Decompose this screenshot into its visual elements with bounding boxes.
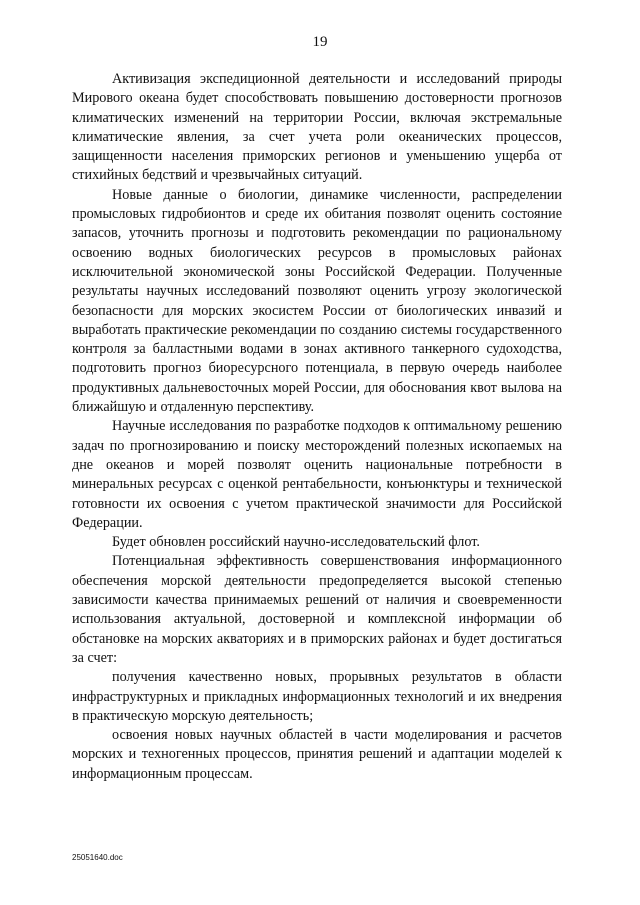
paragraph-ocean-research: Активизация экспедиционной деятельности и исследований природы Мирового океана будет способствовать повышению достоверности прогнозов климатических изменений на территории России, включая экстремальные климатические явления, за счет учета роли океанических процессов, защищенности населения приморских регионов и уменьшению ущерба от стихийных бедствий и чрезвычайных ситуаций. <box>72 71 562 184</box>
paragraph-research-fleet: Будет обновлен российский научно-исследовательский флот. <box>112 534 480 551</box>
document-body <box>72 70 562 784</box>
paragraph-biology-data: Новые данные о биологии, динамике численности, распределении промысловых гидробионтов и среде их обитания позволят оценить состояние запасов, уточнить прогнозы и подготовить рекомендации по рациональному освоению водных биологических ресурсов в промысловых районах исключительной экономической зоны Российской Федерации. Полученные результаты научных исследований позволяют оценить угрозу экологической безопасности для морских экосистем России от биологических инвазий и выработать практические рекомендации по созданию системы государственного контроля за балластными водами в зонах активного танкерного судоходства, подготовить прогноз биоресурсного потенциала, в первую очередь наиболее продуктивных дальневосточных морей России, для обоснования квот вылова на ближайшую и отдаленную перспективу. <box>72 186 562 416</box>
list-item-new-results: получения качественно новых, прорывных результатов в области инфраструктурных и прикладных информационных технологий и их внедрения в практическую морскую деятельность; <box>72 669 562 724</box>
footer-filename: 25051640.doc <box>72 853 123 862</box>
list-item-modeling: освоения новых научных областей в части моделирования и расчетов морских и техногенных процессов, принятия решений и адаптации моделей к информационным процессам. <box>72 727 562 782</box>
paragraph-information-support: Потенциальная эффективность совершенствования информационного обеспечения морской деятельности предопределяется высокой степенью зависимости качества принимаемых решений от наличия и своевременности использования актуальной, достоверной и комплексной информации об обстановке на морских акваториях и в приморских районах и будет достигаться за счет: <box>72 553 562 666</box>
paragraph-mineral-resources: Научные исследования по разработке подходов к оптимальному решению задач по прогнозированию и поиску месторождений полезных ископаемых на дне океанов и морей позволят оценить национальные потребности в минеральных ресурсах с оценкой рентабельности, конъюнктуры и технической готовности их освоения с учетом практической значимости для Российской Федерации. <box>72 418 562 531</box>
page-number: 19 <box>312 34 328 50</box>
